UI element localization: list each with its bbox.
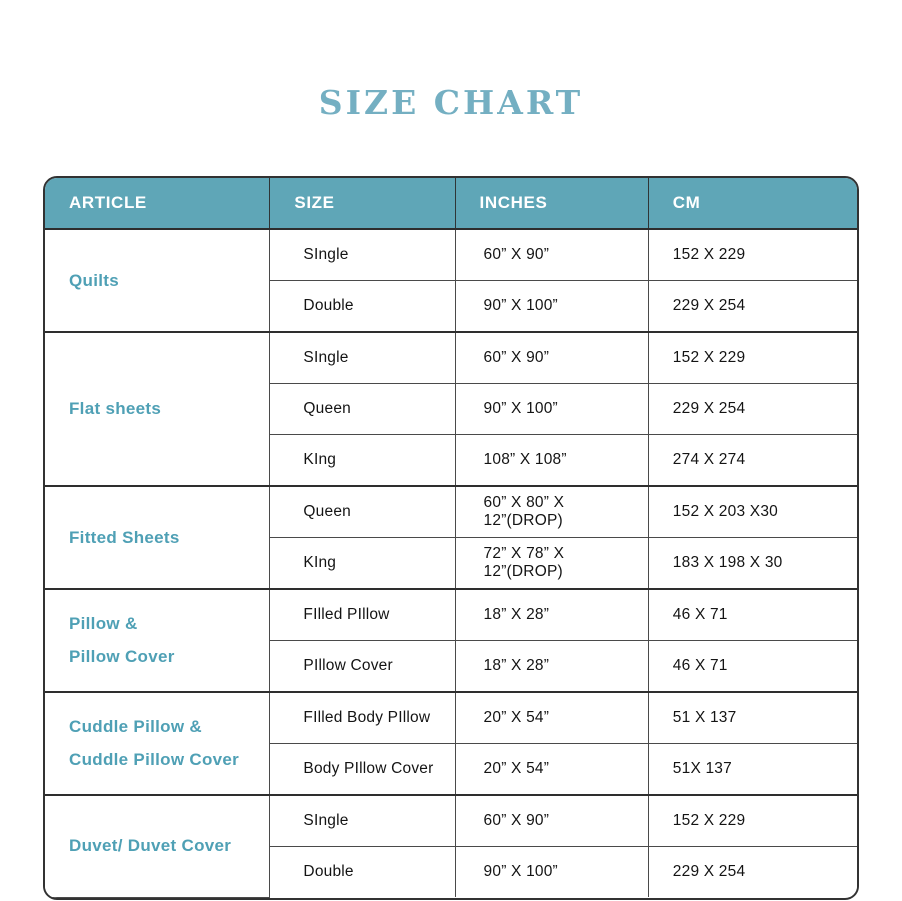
- cm-cell: 183 X 198 X 30: [648, 538, 857, 590]
- table-row: [45, 229, 857, 281]
- inches-cell: 60” X 90”: [455, 229, 648, 281]
- page-title: SIZE CHART: [318, 83, 584, 122]
- cm-cell: 46 X 71: [648, 641, 857, 693]
- article-cell: [45, 589, 270, 692]
- inches-cell: 72” X 78” X 12”(DROP): [455, 538, 648, 590]
- size-cell: FIlled PIllow: [270, 589, 455, 641]
- size-cell: SIngle: [270, 332, 455, 384]
- inches-cell: 60” X 80” X 12”(DROP): [455, 486, 648, 538]
- cm-cell: 152 X 229: [648, 795, 857, 847]
- inches-cell: 60” X 90”: [455, 795, 648, 847]
- article-label: Fitted Sheets: [69, 527, 180, 547]
- cm-cell: 51X 137: [648, 744, 857, 796]
- size-cell: Body PIllow Cover: [270, 744, 455, 796]
- header-article: ARTICLE: [45, 178, 270, 229]
- article-cell: [45, 486, 270, 589]
- size-cell: KIng: [270, 435, 455, 487]
- table-row: [45, 332, 857, 384]
- table-row: [45, 486, 857, 538]
- inches-cell: 90” X 100”: [455, 847, 648, 898]
- article-label: Flat sheets: [69, 399, 162, 418]
- size-cell: PIllow Cover: [270, 641, 455, 693]
- table-row: [45, 692, 857, 744]
- article-label: Cuddle Pillow Cover: [69, 750, 240, 769]
- inches-cell: 90” X 100”: [455, 281, 648, 333]
- header-size: SIZE: [270, 178, 455, 229]
- cm-cell: 229 X 254: [648, 384, 857, 435]
- inches-cell: 20” X 54”: [455, 692, 648, 744]
- size-cell: FIlled Body PIllow: [270, 692, 455, 744]
- cm-cell: 46 X 71: [648, 589, 857, 641]
- inches-cell: 18” X 28”: [455, 589, 648, 641]
- article-label: Pillow Cover: [69, 647, 175, 666]
- header-inches: INCHES: [455, 178, 648, 229]
- article-cell: [45, 795, 270, 897]
- cm-cell: 152 X 229: [648, 332, 857, 384]
- cm-cell: 152 X 229: [648, 229, 857, 281]
- inches-cell: 90” X 100”: [455, 384, 648, 435]
- cm-cell: 229 X 254: [648, 281, 857, 333]
- header-cm: CM: [648, 178, 857, 229]
- article-label: Duvet/ Duvet Cover: [69, 836, 232, 856]
- inches-cell: 108” X 108”: [455, 435, 648, 487]
- cm-cell: 51 X 137: [648, 692, 857, 744]
- table-header: [45, 178, 857, 229]
- article-label: Pillow &: [69, 614, 138, 633]
- size-table: [45, 178, 857, 898]
- header-row: [45, 178, 857, 229]
- article-label: Cuddle Pillow &: [69, 717, 202, 736]
- cm-cell: 229 X 254: [648, 847, 857, 898]
- inches-cell: 20” X 54”: [455, 744, 648, 796]
- inches-cell: 18” X 28”: [455, 641, 648, 693]
- size-cell: Queen: [270, 384, 455, 435]
- size-cell: SIngle: [270, 229, 455, 281]
- article-cell: [45, 692, 270, 795]
- article-cell: [45, 229, 270, 332]
- table-row: [45, 795, 857, 847]
- article-label: Quilts: [69, 270, 119, 290]
- size-cell: SIngle: [270, 795, 455, 847]
- article-cell: [45, 332, 270, 486]
- cm-cell: 152 X 203 X30: [648, 486, 857, 538]
- inches-cell: 60” X 90”: [455, 332, 648, 384]
- cm-cell: 274 X 274: [648, 435, 857, 487]
- size-cell: Double: [270, 281, 455, 333]
- size-table-body: [45, 229, 857, 897]
- size-cell: KIng: [270, 538, 455, 590]
- size-cell: Double: [270, 847, 455, 898]
- size-cell: Queen: [270, 486, 455, 538]
- size-table-container: [43, 176, 859, 900]
- table-row: [45, 589, 857, 641]
